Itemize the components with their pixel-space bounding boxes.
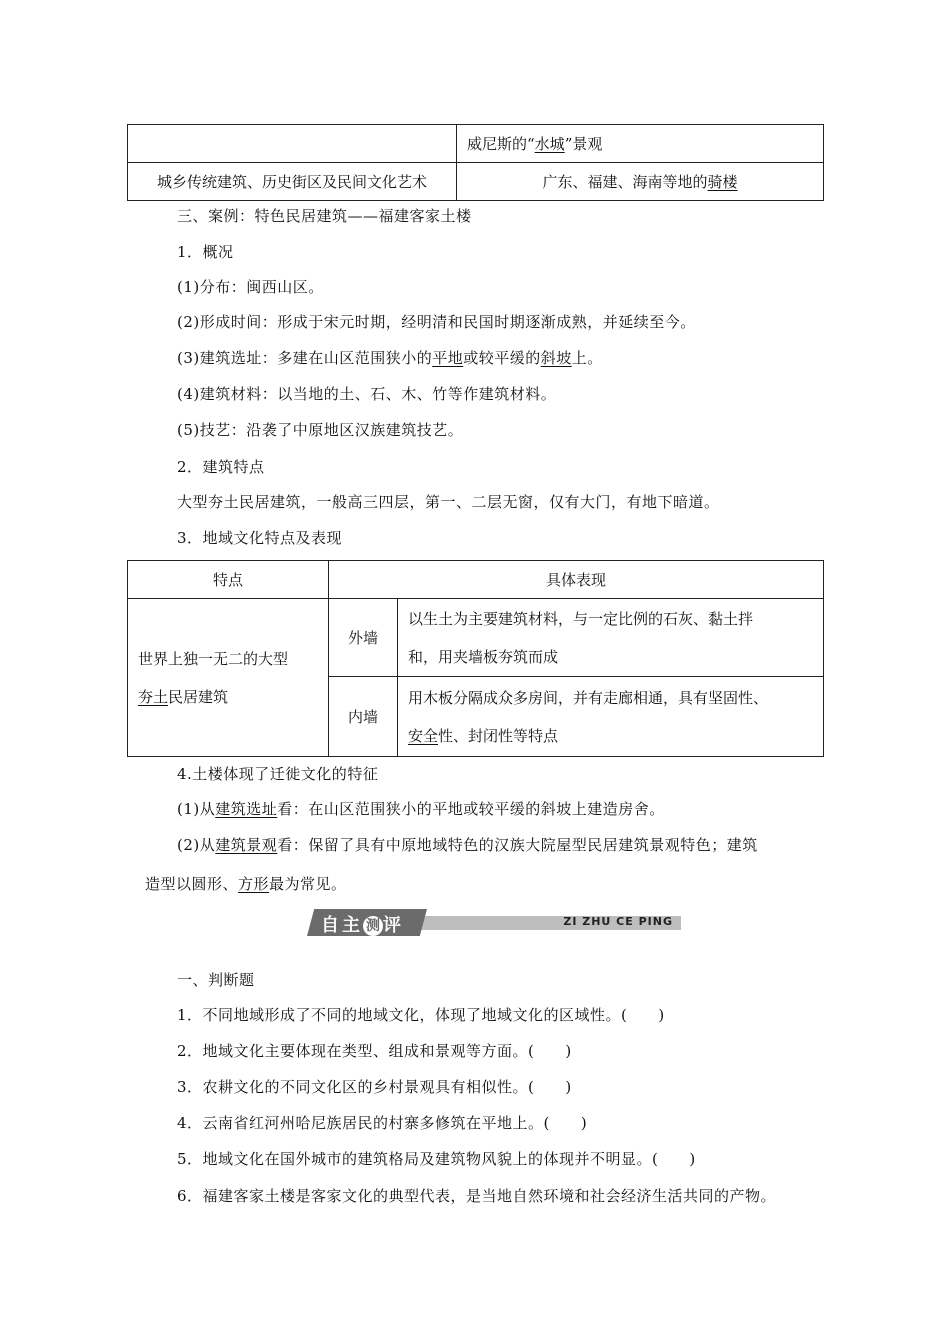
banner-title-c: 评 xyxy=(383,915,404,936)
quiz-heading: 一、判断题 xyxy=(177,971,255,989)
quiz-item: 4．云南省红河州哈尼族居民的村寨多修筑在平地上。( ) xyxy=(177,1114,588,1132)
arcade-text-underlined: 骑楼 xyxy=(707,173,738,191)
migration-landscape-underlined: 建筑景观 xyxy=(215,836,278,854)
migration-cont-underlined: 方形 xyxy=(238,875,270,893)
section-overview: 1．概况 xyxy=(177,243,234,261)
migration-site-post: 看：在山区范围狭小的平地或较平缓的斜坡上建造房舍。 xyxy=(277,800,665,818)
site-underline-slope: 斜坡 xyxy=(540,349,572,367)
top-table xyxy=(127,124,824,201)
overview-time: (2)形成时间：形成于宋元时期，经明清和民国时期逐渐成熟，并延续至今。 xyxy=(177,313,696,331)
outer-wall-detail xyxy=(398,599,824,677)
outer-wall-label: 外墙 xyxy=(329,599,398,677)
overview-technique: (5)技艺：沿袭了中原地区汉族建筑技艺。 xyxy=(177,421,464,439)
banner-title-circle: 测 xyxy=(363,916,383,936)
migration-heading: 4.土楼体现了迁徙文化的特征 xyxy=(177,765,379,783)
migration-site-underlined: 建筑选址 xyxy=(215,800,278,818)
feature-table xyxy=(127,560,824,757)
quiz-item: 1．不同地域形成了不同的地域文化，体现了地域文化的区域性。( ) xyxy=(177,1006,665,1024)
self-test-banner xyxy=(307,909,681,936)
migration-landscape-post: 看：保留了具有中原地域特色的汉族大院屋型民居建筑景观特色；建筑 xyxy=(277,836,758,854)
migration-cont-post: 最为常见。 xyxy=(269,875,347,893)
top-table-cell-empty xyxy=(128,125,457,163)
migration-cont-pre: 造型以圆形、 xyxy=(145,875,239,893)
banner-english: ZI ZHU CE PING xyxy=(563,915,673,928)
overview-material: (4)建筑材料：以当地的土、石、木、竹等作建筑材料。 xyxy=(177,385,557,403)
site-post: 上。 xyxy=(571,349,603,367)
site-underline-flat: 平地 xyxy=(432,349,464,367)
feature-header-trait: 特点 xyxy=(128,561,329,599)
migration-landscape xyxy=(177,835,758,855)
inner-wall-line1: 用木板分隔成众多房间，并有走廊相通，具有坚固性、 xyxy=(408,688,769,707)
outer-wall-line2: 和，用夹墙板夯筑而成 xyxy=(408,647,559,666)
top-table-cell-traditional: 城乡传统建筑、历史街区及民间文化艺术 xyxy=(128,163,457,201)
migration-site-pre: (1)从 xyxy=(177,800,216,818)
migration-site xyxy=(177,799,665,819)
overview-site xyxy=(177,348,603,368)
outer-wall-line1: 以生土为主要建筑材料，与一定比例的石灰、黏土拌 xyxy=(408,609,754,628)
overview-distribution: (1)分布：闽西山区。 xyxy=(177,278,324,296)
features-text: 大型夯土民居建筑，一般高三四层，第一、二层无窗，仅有大门，有地下暗道。 xyxy=(177,493,720,511)
inner-wall-label: 内墙 xyxy=(329,677,398,757)
feature-trait-line1: 世界上独一无二的大型 xyxy=(138,649,289,668)
quiz-item: 2．地域文化主要体现在类型、组成和景观等方面。( ) xyxy=(177,1042,572,1060)
case-heading: 三、案例：特色民居建筑——福建客家土楼 xyxy=(177,207,472,225)
feature-trait-cell xyxy=(128,599,329,757)
feature-trait-line2 xyxy=(138,678,318,716)
inner-wall-line2 xyxy=(408,717,813,755)
venice-text-underlined: 水城 xyxy=(534,135,565,153)
site-pre: (3)建筑选址：多建在山区范围狭小的 xyxy=(177,349,433,367)
inner-wall-underlined: 安全 xyxy=(408,726,439,745)
arcade-text-pre: 广东、福建、海南等地的 xyxy=(542,173,708,191)
migration-landscape-pre: (2)从 xyxy=(177,836,216,854)
section-regional: 3．地域文化特点及表现 xyxy=(177,529,343,547)
banner-title-a: 自主 xyxy=(321,915,363,936)
banner-title xyxy=(321,911,404,937)
feature-header-detail: 具体表现 xyxy=(329,561,824,599)
quiz-item: 5．地域文化在国外城市的建筑格局及建筑物风貌上的体现并不明显。( ) xyxy=(177,1150,696,1168)
quiz-item: 6．福建客家土楼是客家文化的典型代表，是当地自然环境和社会经济生活共同的产物。 xyxy=(177,1187,777,1205)
feature-trait-post: 民居建筑 xyxy=(168,687,229,706)
top-table-cell-arcade xyxy=(457,163,824,201)
section-features: 2．建筑特点 xyxy=(177,458,265,476)
venice-text-pre: 威尼斯的“ xyxy=(467,135,535,153)
feature-trait-underlined: 夯土 xyxy=(138,687,169,706)
inner-wall-post: 性、封闭性等特点 xyxy=(438,726,559,745)
inner-wall-detail xyxy=(398,677,824,757)
venice-text-post: ”景观 xyxy=(564,135,603,153)
site-mid: 或较平缓的 xyxy=(463,349,541,367)
migration-landscape-cont xyxy=(145,874,347,894)
quiz-item: 3．农耕文化的不同文化区的乡村景观具有相似性。( ) xyxy=(177,1078,572,1096)
top-table-cell-venice xyxy=(457,125,824,163)
